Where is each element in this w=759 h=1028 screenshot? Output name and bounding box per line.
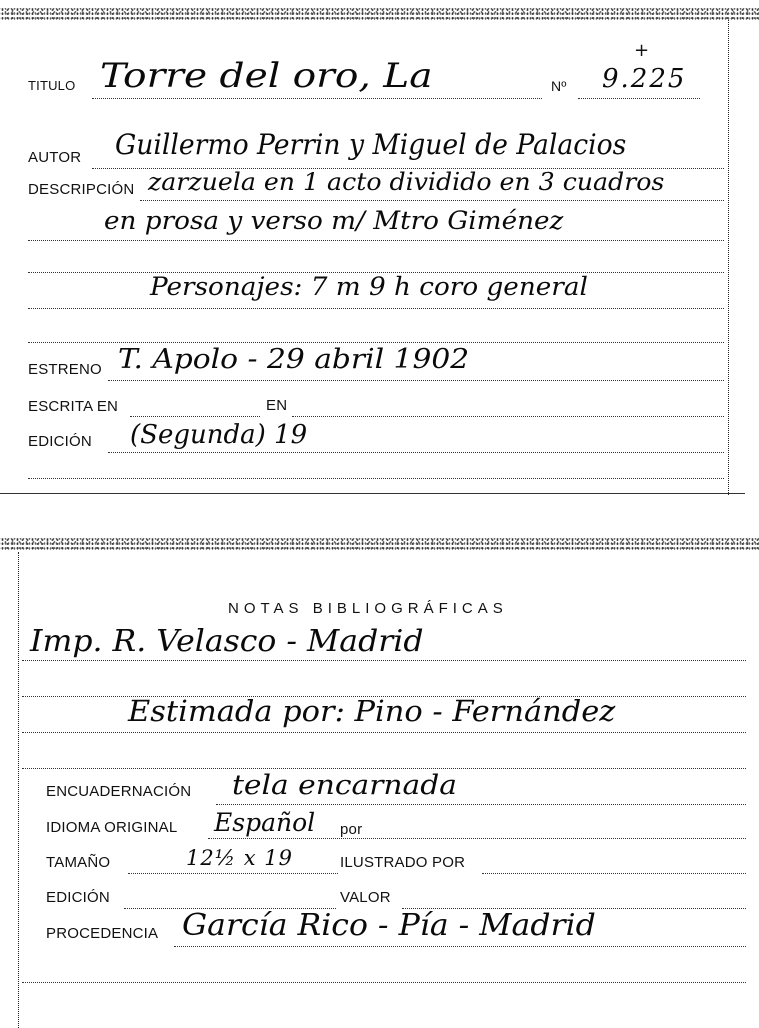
estreno-line [108, 380, 724, 381]
card-top-edge-back [0, 538, 759, 550]
encuadernacion-value: tela encarnada [232, 770, 457, 801]
ilustrado-line [482, 873, 746, 874]
idioma-line [208, 838, 746, 839]
card-left-border [18, 552, 19, 1028]
numero-label: Nº [551, 78, 567, 94]
note-line-3 [22, 732, 746, 733]
numero-mark: + [634, 40, 650, 61]
valor-label: VALOR [340, 889, 391, 906]
ilustrado-label: ILUSTRADO POR [340, 854, 466, 871]
note-2: Estimada por: Pino - Fernández [128, 694, 616, 728]
descripcion-line-2 [28, 240, 724, 241]
personajes-value: Personajes: 7 m 9 h coro general [150, 272, 588, 301]
tamano-value: 12½ x 19 [186, 846, 293, 870]
catalog-card-front [0, 0, 759, 495]
estreno-label: ESTRENO [28, 361, 102, 378]
tamano-line [128, 873, 338, 874]
notas-heading: NOTAS BIBLIOGRÁFICAS [228, 600, 508, 617]
card-top-edge [0, 8, 759, 20]
titulo-label: TITULO [28, 78, 76, 93]
edicion-line [108, 452, 724, 453]
card-separator [0, 493, 745, 494]
blank-line-3 [28, 478, 724, 479]
en-label: EN [266, 397, 288, 414]
numero-line [578, 98, 700, 99]
note-line-1 [22, 660, 746, 661]
edicion-label: EDICIÓN [28, 433, 92, 450]
tamano-label: TAMAÑO [46, 854, 111, 871]
escrita-en-line [130, 416, 260, 417]
procedencia-line [174, 946, 746, 947]
autor-label: AUTOR [28, 149, 82, 166]
procedencia-value: García Rico - Pía - Madrid [182, 908, 596, 943]
idioma-suffix: por [340, 821, 363, 838]
descripcion-value-1: zarzuela en 1 acto dividido en 3 cuadros [148, 168, 665, 196]
escrita-en-label: ESCRITA EN [28, 398, 119, 415]
note-line-5 [22, 982, 746, 983]
estreno-value: T. Apolo - 29 abril 1902 [118, 344, 470, 375]
blank-line-2 [28, 342, 724, 343]
descripcion-label: DESCRIPCIÓN [28, 181, 135, 198]
titulo-line [92, 98, 542, 99]
idioma-label: IDIOMA ORIGINAL [46, 819, 178, 836]
numero-value: 9.225 [602, 64, 687, 94]
idioma-value: Español [214, 808, 316, 837]
personajes-line [28, 308, 724, 309]
encuadernacion-line [216, 804, 746, 805]
card-right-border [728, 20, 729, 495]
encuadernacion-label: ENCUADERNACIÓN [46, 783, 192, 800]
descripcion-line [140, 200, 724, 201]
en-line [292, 416, 724, 417]
edicion-value: (Segunda) 19 [130, 420, 308, 450]
procedencia-label: PROCEDENCIA [46, 925, 159, 942]
autor-value: Guillermo Perrin y Miguel de Palacios [115, 128, 627, 161]
catalog-card-back [0, 538, 759, 1028]
edicion-back-label: EDICIÓN [46, 889, 110, 906]
descripcion-value-2: en prosa y verso m/ Mtro Giménez [104, 206, 564, 235]
note-1: Imp. R. Velasco - Madrid [30, 624, 424, 659]
note-line-4 [22, 768, 746, 769]
titulo-value: Torre del oro, La [100, 56, 433, 96]
